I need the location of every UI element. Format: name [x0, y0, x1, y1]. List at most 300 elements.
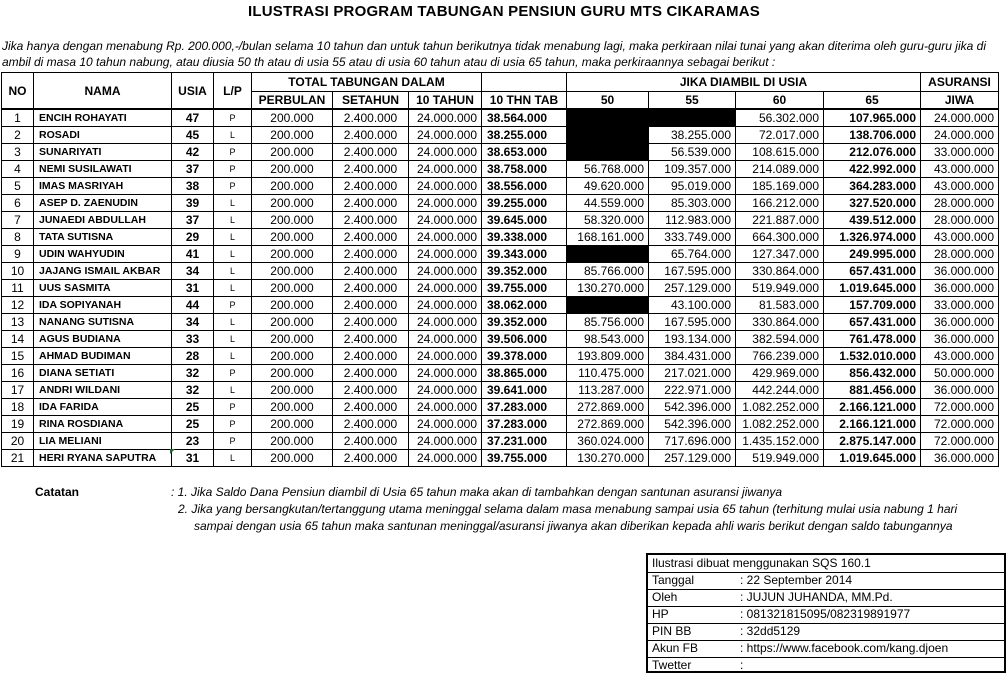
cell-usia-55: 65.764.000	[649, 246, 736, 263]
cell-10-tahun: 24.000.000	[409, 416, 482, 433]
cell-setahun: 2.400.000	[333, 331, 409, 348]
cell-no: 19	[2, 416, 34, 433]
cell-usia-55: 167.595.000	[649, 263, 736, 280]
cell-nama: ASEP D. ZAENUDIN	[34, 195, 172, 212]
cell-perbulan: 200.000	[252, 212, 333, 229]
cell-10-tahun: 24.000.000	[409, 109, 482, 127]
table-row	[2, 212, 999, 229]
table-row	[2, 297, 999, 314]
cell-perbulan: 200.000	[252, 297, 333, 314]
cell-setahun: 2.400.000	[333, 314, 409, 331]
cell-nama: UUS SASMITA	[34, 280, 172, 297]
header-usia-60: 60	[736, 92, 824, 110]
cell-usia-50: 168.161.000	[567, 229, 649, 246]
cell-setahun: 2.400.000	[333, 450, 409, 467]
cell-setahun: 2.400.000	[333, 212, 409, 229]
cell-setahun: 2.400.000	[333, 280, 409, 297]
cell-no: 9	[2, 246, 34, 263]
cell-lp: P	[214, 109, 252, 127]
cell-10-tahun: 24.000.000	[409, 399, 482, 416]
cell-asuransi: 43.000.000	[921, 348, 999, 365]
cell-usia-65: 212.076.000	[824, 144, 921, 161]
cell-asuransi: 72.000.000	[921, 399, 999, 416]
header-10-tahun: 10 TAHUN	[409, 92, 482, 110]
cell-setahun: 2.400.000	[333, 263, 409, 280]
cell-usia-50	[567, 297, 649, 314]
cell-perbulan: 200.000	[252, 263, 333, 280]
cell-usia-65: 1.019.645.000	[824, 280, 921, 297]
cell-setahun: 2.400.000	[333, 195, 409, 212]
cell-10-tahun: 24.000.000	[409, 229, 482, 246]
cell-no: 5	[2, 178, 34, 195]
cell-usia-55	[649, 109, 736, 127]
table-row	[2, 365, 999, 382]
cell-nama: IDA SOPIYANAH	[34, 297, 172, 314]
info-row-fb	[648, 640, 1004, 658]
cell-usia-65: 2.166.121.000	[824, 416, 921, 433]
cell-nama: ENCIH ROHAYATI	[34, 109, 172, 127]
cell-10-tahun: 24.000.000	[409, 212, 482, 229]
cell-usia: 31	[172, 450, 214, 467]
cell-usia-65: 1.326.974.000	[824, 229, 921, 246]
cell-perbulan: 200.000	[252, 433, 333, 450]
cell-no: 18	[2, 399, 34, 416]
cell-10-thn-tab: 39.378.000	[482, 348, 567, 365]
cell-no: 11	[2, 280, 34, 297]
cell-usia-60: 382.594.000	[736, 331, 824, 348]
cell-usia-60: 185.169.000	[736, 178, 824, 195]
savings-table	[1, 72, 999, 467]
cell-nama: JAJANG ISMAIL AKBAR	[34, 263, 172, 280]
cell-usia: 47	[172, 109, 214, 127]
cell-10-tahun: 24.000.000	[409, 263, 482, 280]
cell-usia-60: 330.864.000	[736, 314, 824, 331]
cell-10-thn-tab: 38.865.000	[482, 365, 567, 382]
cell-asuransi: 43.000.000	[921, 161, 999, 178]
cell-usia: 44	[172, 297, 214, 314]
cell-lp: L	[214, 246, 252, 263]
cell-10-thn-tab: 38.564.000	[482, 109, 567, 127]
cell-usia-50: 85.766.000	[567, 263, 649, 280]
cell-usia-55: 717.696.000	[649, 433, 736, 450]
cell-usia-55: 222.971.000	[649, 382, 736, 399]
cell-10-tahun: 24.000.000	[409, 127, 482, 144]
cell-usia: 31	[172, 280, 214, 297]
cell-usia-65: 1.532.010.000	[824, 348, 921, 365]
cell-setahun: 2.400.000	[333, 297, 409, 314]
cell-nama: DIANA SETIATI	[34, 365, 172, 382]
cell-usia: 28	[172, 348, 214, 365]
cell-lp: P	[214, 161, 252, 178]
cell-usia-60: 519.949.000	[736, 280, 824, 297]
cell-usia-50: 113.287.000	[567, 382, 649, 399]
cell-perbulan: 200.000	[252, 109, 333, 127]
cell-usia-60: 519.949.000	[736, 450, 824, 467]
table-row	[2, 450, 999, 467]
cell-usia-60: 214.089.000	[736, 161, 824, 178]
table-row	[2, 433, 999, 450]
cell-setahun: 2.400.000	[333, 365, 409, 382]
cell-usia: 37	[172, 161, 214, 178]
table-row	[2, 331, 999, 348]
cell-usia-50: 98.543.000	[567, 331, 649, 348]
info-hp-label: HP	[652, 607, 669, 621]
cell-asuransi: 28.000.000	[921, 212, 999, 229]
cell-nama: NEMI SUSILAWATI	[34, 161, 172, 178]
cell-perbulan: 200.000	[252, 195, 333, 212]
cell-perbulan: 200.000	[252, 161, 333, 178]
cell-usia-50: 56.768.000	[567, 161, 649, 178]
cell-perbulan: 200.000	[252, 314, 333, 331]
cell-setahun: 2.400.000	[333, 229, 409, 246]
cell-asuransi: 24.000.000	[921, 109, 999, 127]
cell-usia-55: 333.749.000	[649, 229, 736, 246]
page-title: ILUSTRASI PROGRAM TABUNGAN PENSIUN GURU MTS CIKARAMAS	[248, 3, 760, 20]
cell-usia-65: 327.520.000	[824, 195, 921, 212]
intro-paragraph: Jika hanya dengan menabung Rp. 200.000,-/bulan selama 10 tahun dan untuk tahun berikutnya tidak menabung lagi, maka perkiraan nilai tunai yang akan diterima oleh guru-guru jika di ambil di masa 10 tahun nabung, atau diusia 50 th atau di usia 55 atau di usia 60 tahun atau di usia 65 tahun, maka perkiraannya sebagai berikut :	[2, 39, 986, 69]
cell-perbulan: 200.000	[252, 348, 333, 365]
cell-10-tahun: 24.000.000	[409, 365, 482, 382]
info-row-twitter	[648, 657, 1004, 674]
note-2b: sampai dengan usia 65 tahun maka santunan meninggal/asuransi jiwanya akan diberikan kepada ahli waris berikut dengan saldo tabungannya	[194, 519, 953, 533]
cell-10-thn-tab: 39.343.000	[482, 246, 567, 263]
header-total-group: TOTAL TABUNGAN DALAM	[252, 73, 482, 92]
cell-usia-65: 107.965.000	[824, 109, 921, 127]
cell-usia-50: 58.320.000	[567, 212, 649, 229]
header-tab10-top	[482, 73, 567, 92]
info-row-tanggal	[648, 572, 1004, 590]
cell-usia: 42	[172, 144, 214, 161]
cell-10-tahun: 24.000.000	[409, 178, 482, 195]
header-nama: NAMA	[34, 73, 172, 110]
cell-asuransi: 36.000.000	[921, 450, 999, 467]
table-row	[2, 109, 999, 127]
cell-usia-50: 272.869.000	[567, 399, 649, 416]
cell-usia-60: 1.082.252.000	[736, 399, 824, 416]
info-oleh-value: : JUJUN JUHANDA, MM.Pd.	[740, 590, 893, 604]
cell-usia-55: 217.021.000	[649, 365, 736, 382]
cell-usia-50	[567, 246, 649, 263]
cell-lp: P	[214, 144, 252, 161]
cell-lp: P	[214, 178, 252, 195]
table-row	[2, 314, 999, 331]
cell-asuransi: 72.000.000	[921, 416, 999, 433]
cell-setahun: 2.400.000	[333, 246, 409, 263]
info-row-tool	[648, 555, 1004, 573]
info-row-hp	[648, 606, 1004, 624]
cell-usia-50: 49.620.000	[567, 178, 649, 195]
cell-usia-60: 127.347.000	[736, 246, 824, 263]
cell-usia-60: 108.615.000	[736, 144, 824, 161]
cell-setahun: 2.400.000	[333, 127, 409, 144]
cell-nama: TATA SUTISNA	[34, 229, 172, 246]
cell-usia-55: 112.983.000	[649, 212, 736, 229]
cell-asuransi: 36.000.000	[921, 263, 999, 280]
cell-usia-60: 429.969.000	[736, 365, 824, 382]
cell-setahun: 2.400.000	[333, 348, 409, 365]
cell-10-tahun: 24.000.000	[409, 348, 482, 365]
cell-no: 2	[2, 127, 34, 144]
cell-10-tahun: 24.000.000	[409, 382, 482, 399]
cell-10-thn-tab: 37.283.000	[482, 399, 567, 416]
cell-usia-50	[567, 127, 649, 144]
cell-setahun: 2.400.000	[333, 144, 409, 161]
cell-10-thn-tab: 38.062.000	[482, 297, 567, 314]
cell-usia-65: 138.706.000	[824, 127, 921, 144]
cell-10-thn-tab: 39.755.000	[482, 280, 567, 297]
cell-lp: P	[214, 297, 252, 314]
cell-usia-55: 56.539.000	[649, 144, 736, 161]
cell-usia-55: 257.129.000	[649, 280, 736, 297]
cell-lp: P	[214, 365, 252, 382]
cell-no: 16	[2, 365, 34, 382]
cell-usia-60: 81.583.000	[736, 297, 824, 314]
cell-10-tahun: 24.000.000	[409, 280, 482, 297]
cell-usia-65: 657.431.000	[824, 263, 921, 280]
cell-10-tahun: 24.000.000	[409, 297, 482, 314]
cell-10-tahun: 24.000.000	[409, 195, 482, 212]
cell-asuransi: 50.000.000	[921, 365, 999, 382]
author-info-box	[646, 553, 1006, 673]
cell-usia-65: 249.995.000	[824, 246, 921, 263]
cell-nama: NANANG SUTISNA	[34, 314, 172, 331]
table-body	[2, 109, 999, 467]
cell-10-thn-tab: 39.645.000	[482, 212, 567, 229]
cell-perbulan: 200.000	[252, 416, 333, 433]
cell-usia-65: 856.432.000	[824, 365, 921, 382]
info-oleh-label: Oleh	[652, 590, 678, 604]
info-twitter-value: :	[740, 658, 744, 672]
cell-asuransi: 43.000.000	[921, 229, 999, 246]
cell-lp: L	[214, 195, 252, 212]
header-perbulan: PERBULAN	[252, 92, 333, 110]
cell-10-thn-tab: 38.556.000	[482, 178, 567, 195]
cell-setahun: 2.400.000	[333, 399, 409, 416]
cell-10-tahun: 24.000.000	[409, 144, 482, 161]
header-10-thn-tab: 10 THN TAB	[482, 92, 567, 110]
header-no: NO	[2, 73, 34, 110]
cell-usia-60: 766.239.000	[736, 348, 824, 365]
cell-usia-60: 166.212.000	[736, 195, 824, 212]
cell-lp: L	[214, 212, 252, 229]
cell-usia: 33	[172, 331, 214, 348]
cell-nama: AHMAD BUDIMAN	[34, 348, 172, 365]
table-row	[2, 178, 999, 195]
cell-asuransi: 36.000.000	[921, 331, 999, 348]
cell-usia: 34	[172, 314, 214, 331]
cell-nama: JUNAEDI ABDULLAH	[34, 212, 172, 229]
cell-asuransi: 33.000.000	[921, 144, 999, 161]
cell-setahun: 2.400.000	[333, 382, 409, 399]
cell-usia: 23	[172, 433, 214, 450]
cell-lp: L	[214, 331, 252, 348]
cell-nama: AGUS BUDIANA	[34, 331, 172, 348]
cell-usia: 39	[172, 195, 214, 212]
cell-perbulan: 200.000	[252, 365, 333, 382]
header-asuransi: ASURANSI	[921, 73, 999, 92]
info-row-pin	[648, 623, 1004, 641]
table-row	[2, 246, 999, 263]
cell-10-tahun: 24.000.000	[409, 450, 482, 467]
cell-usia-65: 2.875.147.000	[824, 433, 921, 450]
cell-usia-65: 439.512.000	[824, 212, 921, 229]
cell-nama: ROSADI	[34, 127, 172, 144]
cell-no: 4	[2, 161, 34, 178]
note-2a: 2. Jika yang bersangkutan/tertanggung utama meninggal selama dalam masa menabung sampai usia 65 tahun (terhitung mulai usia nabung 1 hari	[178, 502, 958, 516]
cell-setahun: 2.400.000	[333, 109, 409, 127]
cell-setahun: 2.400.000	[333, 416, 409, 433]
cell-usia: 45	[172, 127, 214, 144]
header-jiwa: JIWA	[921, 92, 999, 110]
cell-usia-50: 193.809.000	[567, 348, 649, 365]
cell-nama: IMAS MASRIYAH	[34, 178, 172, 195]
cell-usia-60: 72.017.000	[736, 127, 824, 144]
info-fb-label: Akun FB	[652, 641, 699, 655]
cell-10-tahun: 24.000.000	[409, 433, 482, 450]
cell-nama: LIA MELIANI	[34, 433, 172, 450]
cell-usia-55: 43.100.000	[649, 297, 736, 314]
table-row	[2, 280, 999, 297]
cell-usia-65: 364.283.000	[824, 178, 921, 195]
table-row	[2, 399, 999, 416]
cell-lp: P	[214, 416, 252, 433]
header-usia-50: 50	[567, 92, 649, 110]
cell-usia-55: 384.431.000	[649, 348, 736, 365]
cell-nama: HERI RYANA SAPUTRA	[34, 450, 172, 467]
cell-asuransi: 43.000.000	[921, 178, 999, 195]
table-row	[2, 161, 999, 178]
cell-10-thn-tab: 39.338.000	[482, 229, 567, 246]
table-row	[2, 382, 999, 399]
cell-perbulan: 200.000	[252, 144, 333, 161]
table-row	[2, 127, 999, 144]
table-row	[2, 348, 999, 365]
cell-10-thn-tab: 38.653.000	[482, 144, 567, 161]
cell-no: 14	[2, 331, 34, 348]
cell-nama: ANDRI WILDANI	[34, 382, 172, 399]
cell-usia-65: 761.478.000	[824, 331, 921, 348]
cell-usia-65: 1.019.645.000	[824, 450, 921, 467]
cell-usia: 25	[172, 416, 214, 433]
info-tanggal-value: : 22 September 2014	[740, 573, 853, 587]
cell-usia-50: 360.024.000	[567, 433, 649, 450]
header-setahun: SETAHUN	[333, 92, 409, 110]
cell-no: 15	[2, 348, 34, 365]
cell-asuransi: 28.000.000	[921, 195, 999, 212]
cell-lp: L	[214, 280, 252, 297]
cell-setahun: 2.400.000	[333, 433, 409, 450]
cell-no: 21	[2, 450, 34, 467]
cell-usia-55: 542.396.000	[649, 399, 736, 416]
cell-lp: L	[214, 348, 252, 365]
cell-usia: 29	[172, 229, 214, 246]
header-lp: L/P	[214, 73, 252, 110]
cell-usia-65: 157.709.000	[824, 297, 921, 314]
cell-usia-55: 95.019.000	[649, 178, 736, 195]
cell-usia-55: 257.129.000	[649, 450, 736, 467]
cell-usia-50: 85.756.000	[567, 314, 649, 331]
cell-no: 12	[2, 297, 34, 314]
cell-asuransi: 36.000.000	[921, 280, 999, 297]
cell-asuransi: 36.000.000	[921, 382, 999, 399]
cell-asuransi: 24.000.000	[921, 127, 999, 144]
header-usia-55: 55	[649, 92, 736, 110]
cell-10-thn-tab: 39.755.000	[482, 450, 567, 467]
table-row	[2, 195, 999, 212]
cell-perbulan: 200.000	[252, 399, 333, 416]
cell-lp: L	[214, 450, 252, 467]
cell-usia: 34	[172, 263, 214, 280]
header-jika-group: JIKA DIAMBIL DI USIA	[567, 73, 921, 92]
cell-usia-55: 85.303.000	[649, 195, 736, 212]
cell-no: 6	[2, 195, 34, 212]
cell-usia-55: 542.396.000	[649, 416, 736, 433]
cell-lp: L	[214, 127, 252, 144]
cell-usia-65: 2.166.121.000	[824, 399, 921, 416]
cell-nama: SUNARIYATI	[34, 144, 172, 161]
cell-usia-55: 193.134.000	[649, 331, 736, 348]
cell-usia-50	[567, 144, 649, 161]
cell-lp: L	[214, 314, 252, 331]
cell-nama: IDA FARIDA	[34, 399, 172, 416]
cell-asuransi: 72.000.000	[921, 433, 999, 450]
cell-usia-60: 664.300.000	[736, 229, 824, 246]
header-usia: USIA	[172, 73, 214, 110]
cell-perbulan: 200.000	[252, 382, 333, 399]
info-twitter-label: Twetter	[652, 658, 692, 672]
cell-nama: UDIN WAHYUDIN	[34, 246, 172, 263]
cell-setahun: 2.400.000	[333, 178, 409, 195]
cell-asuransi: 28.000.000	[921, 246, 999, 263]
cell-10-thn-tab: 39.641.000	[482, 382, 567, 399]
cell-usia-65: 881.456.000	[824, 382, 921, 399]
cell-lp: L	[214, 229, 252, 246]
cell-usia: 25	[172, 399, 214, 416]
table-row	[2, 263, 999, 280]
cell-10-thn-tab: 39.506.000	[482, 331, 567, 348]
cell-usia: 38	[172, 178, 214, 195]
cell-perbulan: 200.000	[252, 331, 333, 348]
cell-usia-50: 44.559.000	[567, 195, 649, 212]
cell-usia-60: 56.302.000	[736, 109, 824, 127]
info-tanggal-label: Tanggal	[652, 573, 695, 587]
note-1: : 1. Jika Saldo Dana Pensiun diambil di Usia 65 tahun maka akan di tambahkan dengan santunan asuransi jiwanya	[171, 485, 783, 499]
cell-usia: 41	[172, 246, 214, 263]
cell-perbulan: 200.000	[252, 280, 333, 297]
cell-usia-55: 167.595.000	[649, 314, 736, 331]
cell-usia-50: 110.475.000	[567, 365, 649, 382]
cell-usia-50: 130.270.000	[567, 450, 649, 467]
cell-perbulan: 200.000	[252, 246, 333, 263]
cell-no: 17	[2, 382, 34, 399]
cell-usia-60: 1.435.152.000	[736, 433, 824, 450]
cell-perbulan: 200.000	[252, 178, 333, 195]
cell-perbulan: 200.000	[252, 450, 333, 467]
cell-usia: 32	[172, 365, 214, 382]
cell-usia-60: 221.887.000	[736, 212, 824, 229]
cell-usia-60: 1.082.252.000	[736, 416, 824, 433]
cell-usia-55: 38.255.000	[649, 127, 736, 144]
cell-10-thn-tab: 38.255.000	[482, 127, 567, 144]
cell-10-tahun: 24.000.000	[409, 161, 482, 178]
table-row	[2, 229, 999, 246]
cell-usia-60: 442.244.000	[736, 382, 824, 399]
info-fb-value[interactable]: : https://www.facebook.com/kang.djoen	[740, 641, 949, 655]
cell-no: 13	[2, 314, 34, 331]
info-hp-value: : 081321815095/082319891977	[740, 607, 911, 621]
cell-nama: RINA ROSDIANA	[34, 416, 172, 433]
cell-no: 10	[2, 263, 34, 280]
